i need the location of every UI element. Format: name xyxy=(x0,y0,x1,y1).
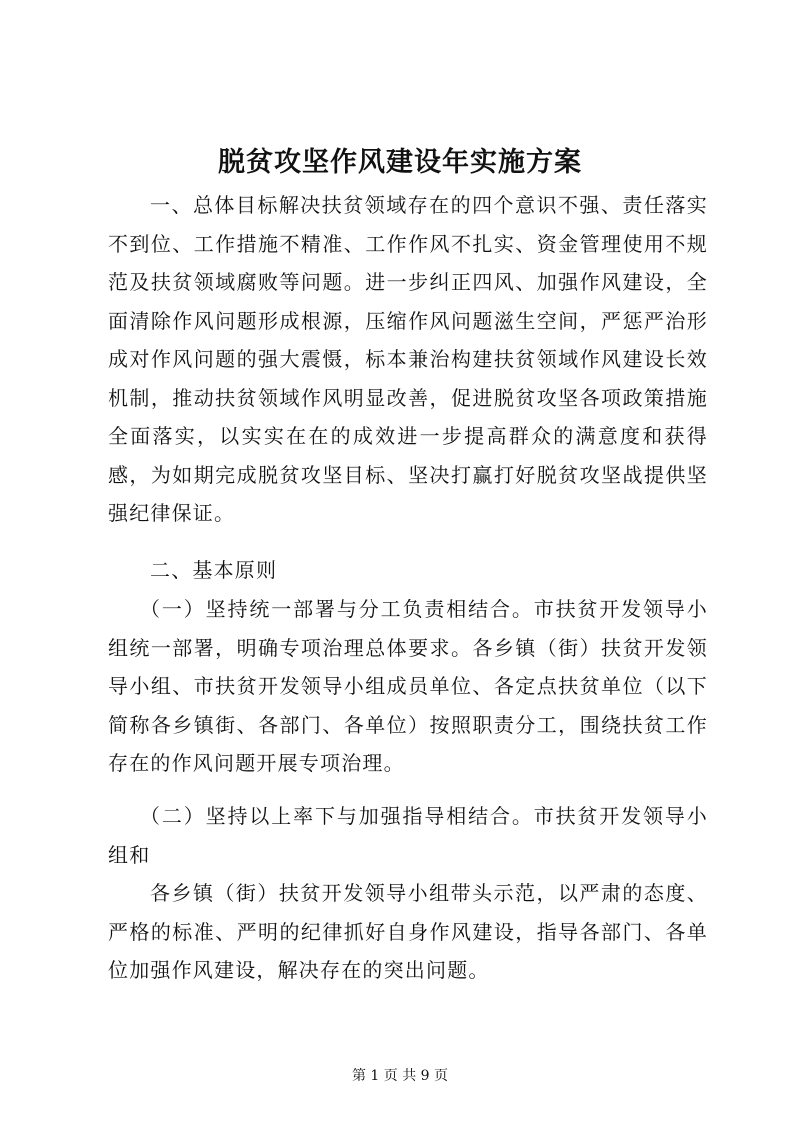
paragraph-principle-two: （二）坚持以上率下与加强指导相结合。市扶贫开发领导小组和 xyxy=(108,804,708,867)
paragraph-principle-one: （一）坚持统一部署与分工负责相结合。市扶贫开发领导小组统一部署，明确专项治理总体要求。各乡镇（街）扶贫开发领导小组、市扶贫开发领导小组成员单位、各定点扶贫单位（以下简称各乡镇街、各部门、各单位）按照职责分工，围绕扶贫工作存在的作风问题开展专项治理。 xyxy=(108,597,708,775)
document-title: 脱贫攻坚作风建设年实施方案 xyxy=(218,147,582,178)
section-heading-basic-principles: 二、基本原则 xyxy=(150,558,278,582)
page-number-footer: 第 1 页 共 9 页 xyxy=(351,1068,449,1084)
paragraph-principle-two-continued: 各乡镇（街）扶贫开发领导小组带头示范，以严肃的态度、严格的标准、严明的纪律抓好自身作风建设，指导各部门、各单位加强作风建设，解决存在的突出问题。 xyxy=(108,881,708,982)
paragraph-overall-goal: 一、总体目标解决扶贫领域存在的四个意识不强、责任落实不到位、工作措施不精准、工作作风不扎实、资金管理使用不规范及扶贫领域腐败等问题。进一步纠正四风、加强作风建设，全面清除作风问题形成根源，压缩作风问题滋生空间，严惩严治形成对作风问题的强大震慑，标本兼治构建扶贫领域作风建设长效机制，推动扶贫领域作风明显改善，促进脱贫攻坚各项政策措施全面落实，以实实在在的成效进一步提高群众的满意度和获得感，为如期完成脱贫攻坚目标、坚决打赢打好脱贫攻坚战提供坚强纪律保证。 xyxy=(108,193,708,525)
